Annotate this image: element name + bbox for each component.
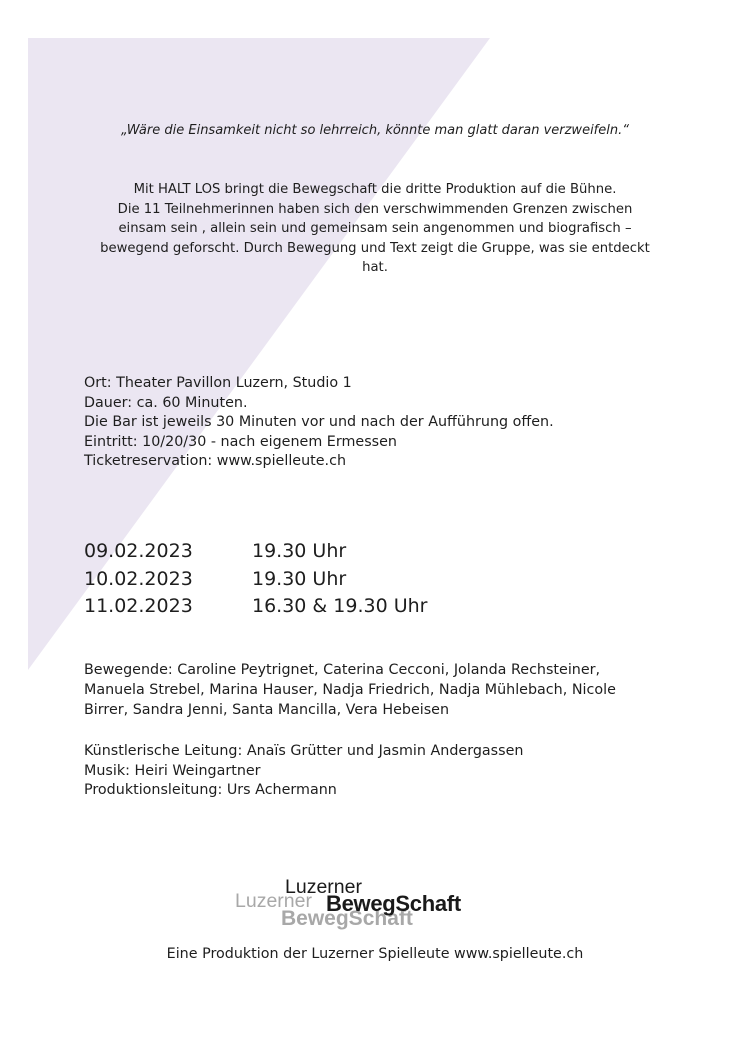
artistic-direction: Künstlerische Leitung: Anaïs Grütter und Jasmin Andergassen bbox=[84, 743, 524, 759]
credits bbox=[84, 742, 523, 801]
music-credit: Musik: Heiri Weingartner bbox=[84, 762, 261, 779]
intro-line: einsam sein , allein sein und gemeinsam sein angenommen und biografisch – bbox=[118, 221, 632, 236]
event-info bbox=[84, 374, 554, 472]
date: 11.02.2023 bbox=[84, 595, 193, 617]
footer-credit: Eine Produktion der Luzerner Spielleute www.spielleute.ch bbox=[166, 946, 584, 962]
logo-luzerner: Luzerner bbox=[285, 876, 362, 898]
logo-bewegschaft: BewegSchaft bbox=[326, 891, 461, 916]
date-row bbox=[84, 566, 427, 594]
ticket-reservation: Ticketreservation: www.spielleute.ch bbox=[84, 453, 347, 469]
cast-list bbox=[84, 660, 616, 720]
date: 10.02.2023 bbox=[84, 567, 193, 590]
intro-line: Die 11 Teilnehmerinnen haben sich den verschwimmenden Grenzen zwischen bbox=[117, 201, 633, 217]
quote: „Wäre die Einsamkeit nicht so lehrreich, könnte man glatt daran verzweifeln.“ bbox=[121, 123, 629, 138]
time: 19.30 Uhr bbox=[252, 567, 347, 590]
bar-info: Die Bar ist jeweils 30 Minuten vor und nach der Aufführung offen. bbox=[84, 414, 554, 430]
intro-paragraph bbox=[70, 180, 680, 278]
date: 09.02.2023 bbox=[84, 540, 193, 562]
performance-dates bbox=[84, 538, 427, 621]
time: 19.30 Uhr bbox=[252, 540, 347, 562]
bewegschaft-logo bbox=[230, 876, 530, 938]
cast-line: Birrer, Sandra Jenni, Santa Mancilla, Vera Hebeisen bbox=[84, 702, 450, 718]
date-row bbox=[84, 593, 427, 621]
intro-line: hat. bbox=[362, 260, 388, 275]
venue: Ort: Theater Pavillon Luzern, Studio 1 bbox=[84, 375, 352, 391]
logo-ghost-bewegschaft: BewegSchaft bbox=[281, 907, 413, 930]
logo-ghost-luzerner: Luzerner bbox=[235, 890, 312, 912]
intro-line: Mit HALT LOS bringt die Bewegschaft die dritte Produktion auf die Bühne. bbox=[133, 182, 617, 197]
intro-line: bewegend geforscht. Durch Bewegung und Text zeigt die Gruppe, was sie entdeckt bbox=[100, 240, 650, 256]
duration: Dauer: ca. 60 Minuten. bbox=[84, 394, 248, 411]
time: 16.30 & 19.30 Uhr bbox=[252, 595, 428, 617]
cast-line: Manuela Strebel, Marina Hauser, Nadja Friedrich, Nadja Mühlebach, Nicole bbox=[84, 682, 616, 698]
cast-line: Bewegende: Caroline Peytrignet, Caterina Cecconi, Jolanda Rechsteiner, bbox=[84, 662, 601, 678]
date-row bbox=[84, 538, 427, 566]
production-management: Produktionsleitung: Urs Achermann bbox=[84, 782, 337, 798]
admission: Eintritt: 10/20/30 - nach eigenem Ermessen bbox=[84, 433, 397, 450]
